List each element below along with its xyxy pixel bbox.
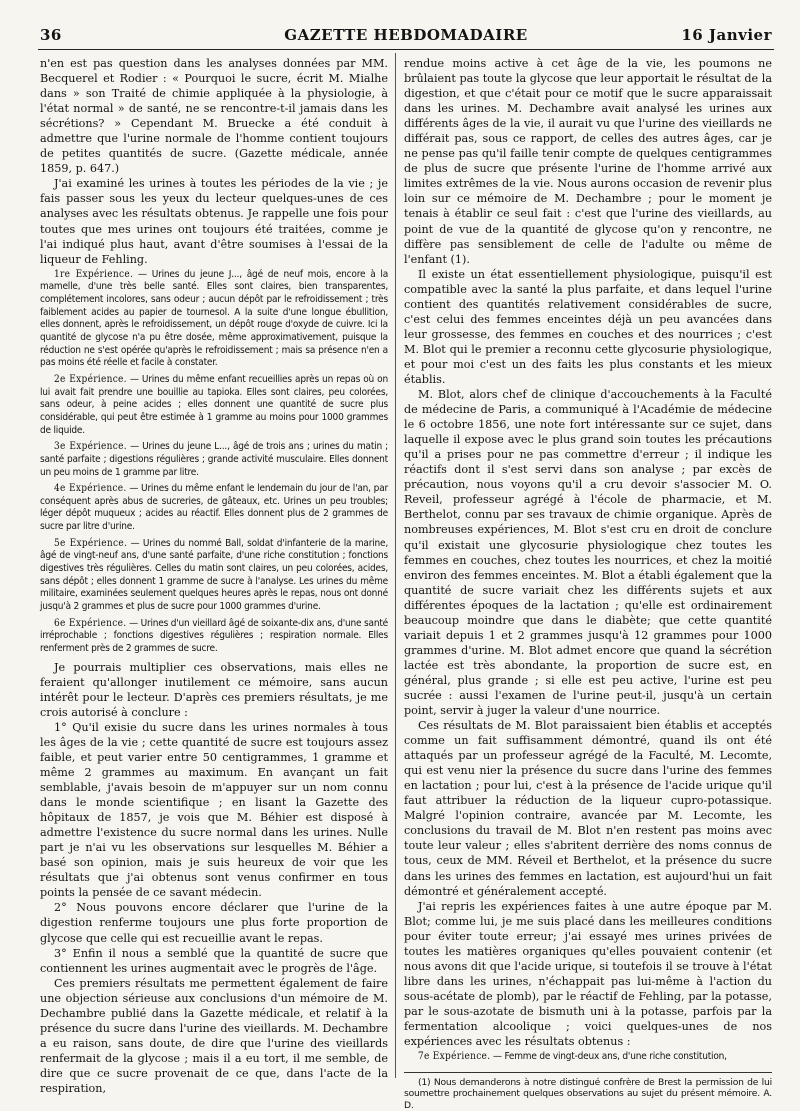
header-rule xyxy=(38,49,774,50)
experiment-text: — Urines du même enfant recueillies après un repas où on lui avait fait prendre une bouillie au tapioka. Elles sont claires, peu colorées, sans odeur, à peine acides ; elles donnent une quantité de sucre plus considérable, qui peut être estimée à 1 gramme au moins pour 1000 grammes de liquide. xyxy=(40,373,388,436)
experiment-paragraph xyxy=(40,618,388,656)
experiment-paragraph xyxy=(40,269,388,370)
experiment-label: 2e Expérience. xyxy=(54,373,127,385)
page-number: 36 xyxy=(40,26,62,44)
experiment-paragraph xyxy=(40,538,388,614)
experiment-label: 5e Expérience. xyxy=(54,537,128,549)
experiment-label: 4e Expérience. xyxy=(54,483,127,495)
experiment-label: 6e Expérience. xyxy=(54,617,127,629)
body-paragraph: J'ai repris les expériences faites à une autre époque par M. Blot; comme lui, je me suis placé dans les meilleures conditions pour éviter toute erreur; j'ai essayé mes urines privées de toutes les matières organiques qu'elles pouvaient contenir (et nous avons dit que l'acide urique, si toutefois il se trouve à l'état libre dans les urines, n'échappait pas lui-même à l'action du sous-acétate de plomb), par le réactif de Fehling, par la potasse, par le sous-azotate de bismuth uni à la potasse, parfois par la fermentation alcoolique ; voici quelques-unes de nos expériences avec les résultats obtenus : xyxy=(404,899,772,1049)
experiment-paragraph xyxy=(40,374,388,437)
experiment-text: — Femme de vingt-deux ans, d'une riche constitution, xyxy=(490,1051,727,1063)
left-column xyxy=(40,56,389,1095)
body-paragraph: J'ai examiné les urines à toutes les périodes de la vie ; je fais passer sous les yeux du lecteur quelques-unes de ces analyses avec les résultats obtenus. Je rappelle une fois pour toutes que mes urines ont toujours été traitées, comme je l'ai indiqué plus haut, avant d'être soumises à l'essai de la liqueur de Fehling. xyxy=(40,177,388,266)
experiment-text: — Urines d'un vieillard âgé de soixante-dix ans, d'une santé irréprochable ; fonctions digestives régulières ; respiration normale. Elles renferment près de 2 grammes de sucre. xyxy=(40,617,388,655)
right-column xyxy=(404,56,772,1111)
experiment-label: 1re Expérience. xyxy=(54,268,134,280)
body-paragraph: Ces résultats de M. Blot paraissaient bien établis et acceptés comme un fait suffisamment démontré, quand ils ont été attaqués par un professeur agrégé de la Faculté, M. Lecomte, qui est venu nier la présence du sucre dans l'urine des femmes en lactation ; pour lui, c'est à la présence de l'acide urique qu'il faut attribuer la réduction de la liqueur cupro-potassique. Malgré l'opinion contraire, avancée par M. Lecomte, les conclusions du travail de M. Blot n'en restent pas moins avec toute leur valeur ; elles s'abritent derrière des noms connus de tous, ceux de MM. Réveil et Berthelot, et la présence du sucre dans les urines des femmes en lactation, est aujourd'hui un fait démontré et généralement accepté. xyxy=(404,719,772,898)
body-paragraph: M. Blot, alors chef de clinique d'accouchements à la Faculté de médecine de Paris, a communiqué à l'Académie de médecine le 6 octobre 1856, une note fort intéressante sur ce sujet, dans laquelle il expose avec le plus grand soin toutes les précautions qu'il a prises pour ne pas commettre d'erreur ; il indique les réactifs dont il s'est servi dans son analyse ; par excès de précaution, nous voyons qu'il a cru devoir s'associer M. O. Reveil, professeur agrégé à l'école de pharmacie, et M. Berthelot, connu par ses travaux de chimie organique. Après de nombreuses expériences, M. Blot s'est cru en droit de conclure qu'il existait une glycosurie physiologique chez toutes les femmes en couches, chez toutes les nourrices, et chez la moitié environ des femmes enceintes. M. Blot a établi également que la quantité de sucre variait chez les différents sujets et aux différentes époques de la lactation ; qu'elle est ordinairement beaucoup moindre que dans le diabète; que cette quantité variait depuis 1 et 2 grammes jusqu'à 12 grammes pour 1000 grammes d'urine. M. Blot admet encore que quand la sécrétion lactée est très abondante, la proportion de sucre est, en général, plus grande ; si elle est peu active, l'urine est peu sucrée : aussi l'examen de l'urine peut-il, jusqu'à un certain point, servir à juger la valeur d'une nourrice. xyxy=(404,388,772,718)
body-paragraph: Je pourrais multiplier ces observations, mais elles ne feraient qu'allonger inutilement ce mémoire, sans aucun intérêt pour le lecteur. D'après ces premiers résultats, je me crois autorisé à conclure : xyxy=(40,660,388,719)
experiment-label: 7e Expérience. xyxy=(418,1051,491,1063)
experiment-label: 3e Expérience. xyxy=(54,441,127,453)
experiment-paragraph xyxy=(40,441,388,479)
experiment-text: — Urines du même enfant le lendemain du jour de l'an, par conséquent après abus de sucreries, de gâteaux, etc. Urines un peu troubles; léger dépôt muqueux ; acides au réactif. Elles donnent plus de 2 grammes de sucre par litre d'urine. xyxy=(40,483,389,533)
experiment-paragraph xyxy=(40,483,388,534)
experiment-text: — Urines du jeune L..., âgé de trois ans ; urines du matin ; santé parfaite ; digestions régulières ; grande activité musculaire. Elles donnent un peu moins de 1 gramme par litre. xyxy=(40,441,388,478)
page-header xyxy=(40,26,772,48)
publication-title: GAZETTE HEBDOMADAIRE xyxy=(284,26,528,44)
body-paragraph: Ces premiers résultats me permettent également de faire une objection sérieuse aux conclusions d'un mémoire de M. Dechambre publié dans la Gazette médicale, et relatif à la présence du sucre dans l'urine des vieillards. M. Dechambre a eu raison, sans doute, de dire que l'urine des vieillards renfermait de la glycose ; mais il a eu tort, il me semble, de dire que ce sucre provenait de ce que, dans l'acte de la respiration, xyxy=(40,976,388,1095)
body-paragraph: 2° Nous pouvons encore déclarer que l'urine de la digestion renferme toujours une plus forte proportion de glycose que celle qui est recueillie avant le repas. xyxy=(40,901,388,945)
footnote: (1) Nous demanderons à notre distingué confrère de Brest la permission de lui soumettre prochainement quelques observations au sujet du présent mémoire. A. D. xyxy=(404,1076,772,1111)
body-paragraph: 1° Qu'il exisie du sucre dans les urines normales à tous les âges de la vie ; cette quantité de sucre est toujours assez faible, et peut varier entre 50 centigrammes, 1 gramme et même 2 grammes au maximum. En avançant un fait semblable, j'avais besoin de m'appuyer sur un nom connu dans le monde scientifique ; en lisant la Gazette des hôpitaux de 1857, je vois que M. Béhier est disposé à admettre l'existence du sucre normal dans les urines. Nulle part je n'ai vu les observations sur lesquelles M. Béhier a basé son opinion, mais je suis heureux de voir que les résultats que j'ai obtenus sont venus confirmer en tous points la pensée de ce savant médecin. xyxy=(40,720,388,900)
experiment-paragraph xyxy=(404,1051,772,1064)
body-paragraph: 3° Enfin il nous a semblé que la quantité de sucre que contiennent les urines augmentait avec le progrès de l'âge. xyxy=(40,946,388,975)
body-paragraph: Il existe un état essentiellement physiologique, puisqu'il est compatible avec la santé la plus parfaite, et dans lequel l'urine contient des quantités relativement considérables de sucre, c'est celui des femmes enceintes déjà un peu avancées dans leur grossesse, des femmes en couches et des nourrices ; c'est M. Blot qui le premier a reconnu cette glycosurie physiologique, et pour moi c'est un des faits les plus constants et les mieux établis. xyxy=(404,267,772,386)
experiment-text: — Urines du jeune J..., âgé de neuf mois, encore à la mamelle, d'une très belle santé. Elles sont claires, bien transparentes, complétement incolores, sans odeur ; aucun dépôt par le refroidissement ; très faiblement acides au papier de tournesol. A la suite d'une longue ébullition, elles donnent, après le refroidissement, un dépôt rouge d'oxyde de cuivre. Ici la quantité de glycose n'a pu être dosée, même approximativement, puisque la réduction ne s'est opérée qu'après le refroidissement ; mais sa présence n'en a pas moins été réelle et facile à constater. xyxy=(40,268,389,369)
body-paragraph: rendue moins active à cet âge de la vie, les poumons ne brûlaient pas toute la glycose que leur apportait le résultat de la digestion, et que c'était pour ce motif que le sucre apparaissait dans les urines. M. Dechambre avait analysé les urines aux différents âges de la vie, il aurait vu que l'urine des vieillards ne différait pas, sous ce rapport, de celles des autres âges, car je ne pense pas qu'il faille tenir compte de quelques centigrammes de plus de sucre que présente l'urine de l'homme arrivé aux limites extrêmes de la vie. Nous aurons occasion de revenir plus loin sur ce mémoire de M. Dechambre ; pour le moment je tenais à établir ce seul fait : c'est que l'urine des vieillards, au point de vue de la quantité de glycose qu'on y rencontre, ne diffère pas sensiblement de celle de l'adulte ou même de l'enfant (1). xyxy=(404,57,772,266)
issue-date: 16 Janvier xyxy=(681,26,772,44)
experiment-text: — Urines du nommé Ball, soldat d'infanterie de la marine, âgé de vingt-neuf ans, d'une santé parfaite, d'une riche constitution ; fonctions digestives très régulières. Celles du matin sont claires, un peu colorées, acides, sans dépôt ; elles donnent 1 gramme de sucre à l'analyse. Les urines du même militaire, examinées seulement quelques heures après le repas, nous ont donné jusqu'à 2 grammes et plus de sucre pour 1000 grammes d'urine. xyxy=(40,537,388,613)
body-paragraph: n'en est pas question dans les analyses données par MM. Becquerel et Rodier : « Pourquoi le sucre, écrit M. Mialhe dans » son Traité de chimie appliquée à la physiologie, à l'état normal » de santé, ne se rencontre-t-il jamais dans les sécrétions? » Cependant M. Bruecke a été conduit à admettre que l'urine normale de l'homme contient toujours de petites quantités de sucre. (Gazette médicale, année 1859, p. 647.) xyxy=(40,57,388,176)
column-divider xyxy=(395,53,396,1078)
footnote-rule xyxy=(404,1072,772,1073)
